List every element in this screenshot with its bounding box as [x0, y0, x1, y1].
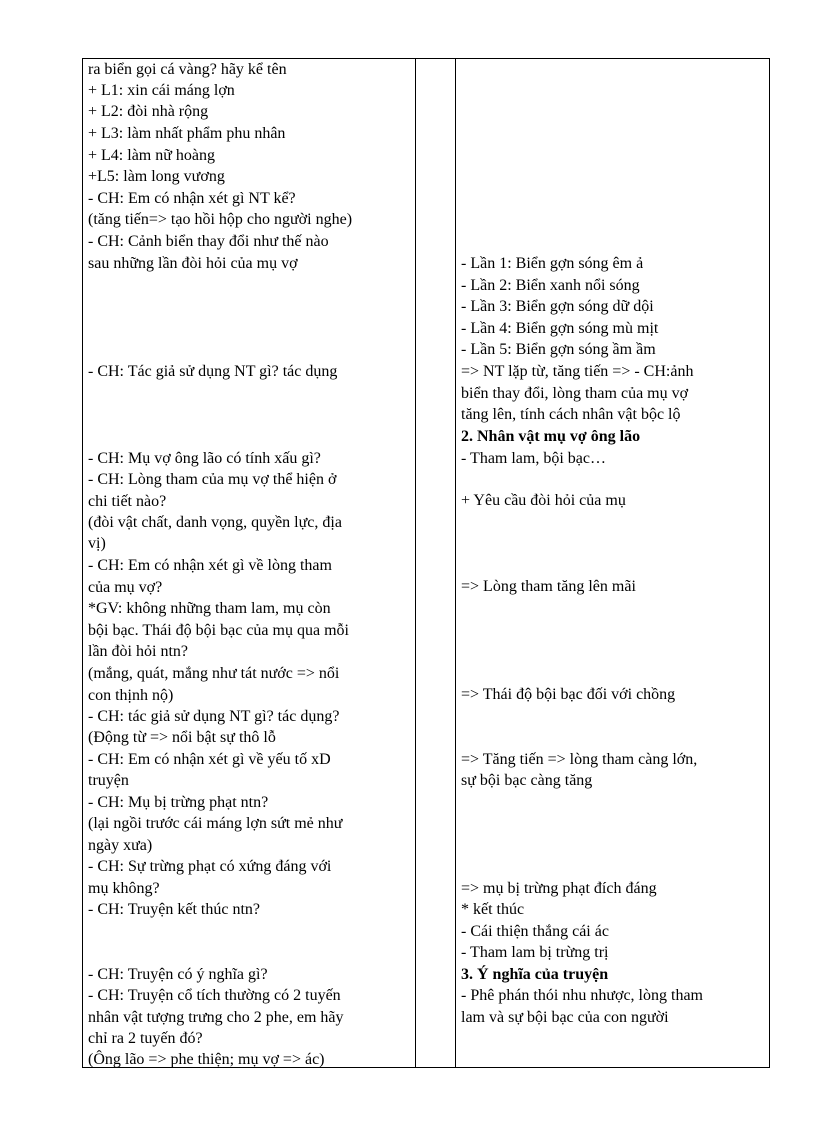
text-line: - Lần 5: Biển gợn sóng ầm ầm — [461, 341, 656, 358]
text-line: * kết thúc — [461, 901, 525, 918]
text-line: - CH: Em có nhận xét gì về lòng tham — [88, 557, 332, 574]
text-line: - CH: Truyện cổ tích thường có 2 tuyến — [88, 987, 341, 1004]
text-line: chỉ ra 2 tuyến đó? — [88, 1030, 203, 1047]
text-line: - CH: Em có nhận xét gì NT kể? — [88, 190, 296, 207]
text-line: nhân vật tượng trưng cho 2 phe, em hãy — [88, 1009, 344, 1026]
text-line: - Tham lam bị trừng trị — [461, 944, 609, 961]
column-divider — [415, 59, 416, 1067]
text-line: - CH: Mụ vợ ông lão có tính xấu gì? — [88, 450, 321, 467]
text-line: + L3: làm nhất phẩm phu nhân — [88, 125, 286, 142]
text-line: - Lần 4: Biển gợn sóng mù mịt — [461, 320, 659, 337]
text-line: - Tham lam, bội bạc… — [461, 450, 606, 467]
lesson-table — [82, 58, 770, 1068]
text-line: (mắng, quát, mắng như tát nước => nổi — [88, 665, 340, 682]
text-line: biển thay đổi, lòng tham của mụ vợ — [461, 385, 689, 402]
text-line: +L5: làm long vương — [88, 168, 225, 185]
text-line: tăng lên, tính cách nhân vật bộc lộ — [461, 406, 681, 423]
text-line: - Phê phán thói nhu nhược, lòng tham — [461, 987, 703, 1004]
text-line: - CH: Truyện kết thúc ntn? — [88, 901, 260, 918]
text-line: bội bạc. Thái độ bội bạc của mụ qua mỗi — [88, 622, 349, 639]
text-line: (tăng tiến=> tạo hồi hộp cho người nghe) — [88, 211, 353, 228]
text-line: - CH: Sự trừng phạt có xứng đáng với — [88, 858, 332, 875]
text-line: mụ không? — [88, 880, 160, 897]
text-line: - Lần 2: Biển xanh nổi sóng — [461, 277, 640, 294]
text-line: + L2: đòi nhà rộng — [88, 103, 209, 120]
section-heading: 3. Ý nghĩa của truyện — [461, 966, 609, 983]
text-line: => Lòng tham tăng lên mãi — [461, 578, 636, 595]
section-heading: 2. Nhân vật mụ vợ ông lão — [461, 428, 641, 445]
text-line: ra biển gọi cá vàng? hãy kể tên — [88, 61, 287, 78]
text-line: - CH: Cảnh biển thay đổi như thế nào — [88, 233, 329, 250]
text-line: lần đòi hỏi ntn? — [88, 643, 188, 660]
text-line: sau những lần đòi hỏi của mụ vợ — [88, 255, 298, 272]
text-line: lam và sự bội bạc của con người — [461, 1009, 669, 1026]
text-line: - CH: Mụ bị trừng phạt ntn? — [88, 794, 269, 811]
text-line: ngày xưa) — [88, 837, 153, 854]
text-line: + Yêu cầu đòi hỏi của mụ — [461, 492, 626, 509]
text-line: vị) — [88, 535, 106, 552]
text-line: - CH: Lòng tham của mụ vợ thể hiện ở — [88, 471, 337, 488]
text-line: sự bội bạc càng tăng — [461, 772, 593, 789]
text-line: => Tăng tiến => lòng tham càng lớn, — [461, 751, 698, 768]
text-line: - CH: Truyện có ý nghĩa gì? — [88, 966, 268, 983]
text-line: (đòi vật chất, danh vọng, quyền lực, địa — [88, 514, 342, 531]
column-divider — [455, 59, 456, 1067]
text-line: - Lần 3: Biển gợn sóng dữ dội — [461, 298, 654, 315]
text-line: chi tiết nào? — [88, 493, 167, 510]
text-line: (Động từ => nổi bật sự thô lỗ — [88, 729, 276, 746]
text-line: của mụ vợ? — [88, 579, 163, 596]
text-line: (lại ngồi trước cái máng lợn sứt mẻ như — [88, 815, 343, 832]
text-line: + L4: làm nữ hoàng — [88, 147, 216, 164]
text-line: => NT lặp từ, tăng tiến => - CH:ảnh — [461, 363, 694, 380]
text-line: - Cái thiện thắng cái ác — [461, 923, 609, 940]
text-line: - CH: tác giả sử dụng NT gì? tác dụng? — [88, 708, 340, 725]
text-line: => Thái độ bội bạc đối với chồng — [461, 686, 676, 703]
text-line: - CH: Tác giả sử dụng NT gì? tác dụng — [88, 363, 338, 380]
text-line: - CH: Em có nhận xét gì về yếu tố xD — [88, 751, 331, 768]
text-line: *GV: không những tham lam, mụ còn — [88, 600, 331, 617]
text-line: => mụ bị trừng phạt đích đáng — [461, 880, 657, 897]
text-line: - Lần 1: Biển gợn sóng êm ả — [461, 255, 644, 272]
text-line: truyện — [88, 772, 129, 789]
text-line: (Ông lão => phe thiện; mụ vợ => ác) — [88, 1051, 325, 1068]
text-line: con thịnh nộ) — [88, 687, 174, 704]
text-line: + L1: xin cái máng lợn — [88, 82, 235, 99]
